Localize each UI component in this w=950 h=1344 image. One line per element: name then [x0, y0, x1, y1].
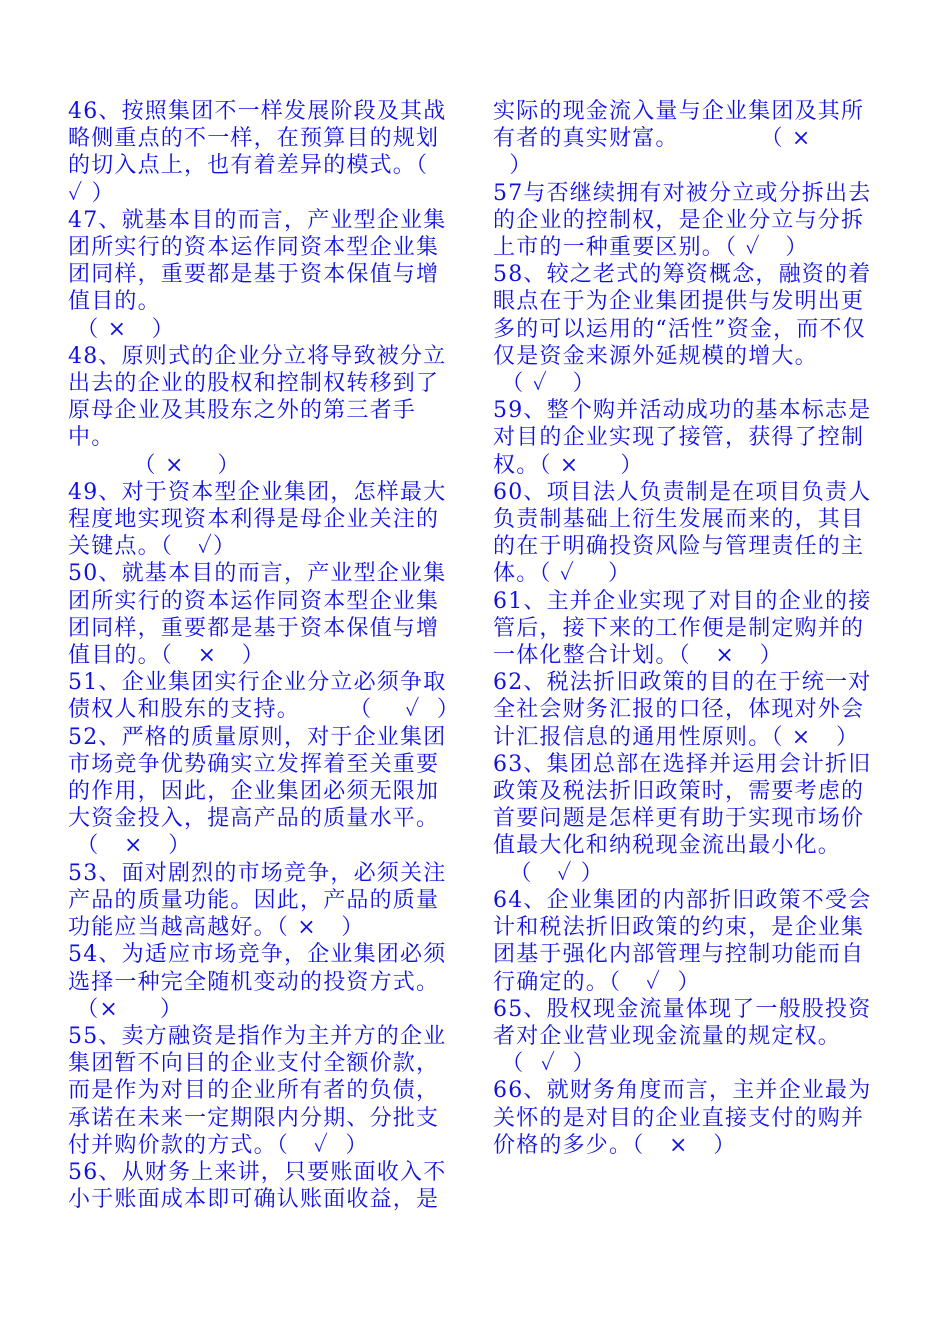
question-57: 57与否继续拥有对被分立或分拆出去的企业的控制权，是企业分立与分拆上市的一种重要区别。（ ✓ ）: [493, 180, 872, 261]
question-51: 51、企业集团实行企业分立必须争取债权人和股东的支持。 （ ✓ ）: [68, 670, 461, 723]
question-52: 52、严格的质量原则，对于企业集团市场竞争优势确实立发挥着至关重要的作用，因此，企业集团必须无限加大资金投入，提高产品的质量水平。: [68, 724, 447, 832]
answer-65: （ ✓ ）: [493, 1051, 596, 1077]
question-65: 65、股权现金流量体现了一般股投资者对企业营业现金流量的规定权。: [493, 996, 872, 1049]
question-59: 59、整个购并活动成功的基本标志是对目的企业实现了接管，获得了控制权。（ × ）: [493, 398, 872, 478]
question-61: 61、主并企业实现了对目的企业的接管后，接下来的工作便是制定购并的一体化整合计划。（ × ）: [493, 588, 872, 669]
question-48: 48、原则式的企业分立将导致被分立出去的企业的股权和控制权转移到了原母企业及其股东之外的第三者手中。: [68, 343, 447, 451]
answer-52: （ × ）: [68, 833, 192, 859]
question-66: 66、就财务角度而言，主并企业最为关怀的是对目的企业直接支付的购并价格的多少。（ × ）: [493, 1078, 872, 1158]
question-62: 62、税法折旧政策的目的在于统一对全社会财务汇报的口径，体现对外会计汇报信息的通用性原则。（ × ）: [493, 670, 872, 750]
answer-56: ）: [493, 153, 533, 179]
question-49: 49、对于资本型企业集团，怎样最大程度地实现资本利得是母企业关注的关键点。（ ✓）: [68, 479, 447, 560]
question-56-continued: 实际的现金流入量与企业集团及其所有者的真实财富。 （ ×: [493, 99, 865, 152]
question-53: 53、面对剧烈的市场竞争，必须关注产品的质量功能。因此，产品的质量功能应当越高越好。（ × ）: [68, 860, 447, 941]
question-60: 60、项目法人负责制是在项目负责人负责制基础上衍生发展而来的，其目的在于明确投资风险与管理责任的主体。（ ✓ ）: [493, 479, 872, 587]
answer-47: （ × ）: [68, 316, 176, 342]
question-46: 46、按照集团不一样发展阶段及其战略侧重点的不一样，在预算目的规划的切入点上，也有着差异的模式。（ ✓ ）: [68, 99, 447, 206]
answer-58: （ ✓ ）: [493, 371, 596, 397]
question-58: 58、较之老式的筹资概念，融资的着眼点在于为企业集团提供与发明出更多的可以运用的“活性”资金，而不仅仅是资金来源外延规模的增大。: [493, 262, 872, 369]
question-50: 50、就基本目的而言，产业型企业集团所实行的资本运作同资本型企业集团同样，重要都是基于资本保值与增值目的。（ × ）: [68, 561, 447, 669]
right-column: [493, 98, 878, 1159]
question-55: 55、卖方融资是指作为主并方的企业集团暂不向目的企业支付全额价款，而是作为对目的企业所有者的负债，承诺在未来一定期限内分期、分批支付并购价款的方式。（ ✓ ）: [68, 1023, 447, 1158]
question-63: 63、集团总部在选择并运用会计折旧政策及税法折旧政策时，需要考虑的首要问题是怎样更有助于实现市场价值最大化和纳税现金流出最小化。: [493, 751, 872, 859]
question-54: 54、为适应市场竞争，企业集团必须选择一种完全随机变动的投资方式。: [68, 942, 447, 995]
answer-54: （× ）: [68, 996, 184, 1022]
question-56: 56、从财务上来讲，只要账面收入不小于账面成本即可确认账面收益，是: [68, 1159, 447, 1213]
question-64: 64、企业集团的内部折旧政策不受会计和税法折旧政策的约束，是企业集团基于强化内部管理与控制功能而自行确定的。（ ✓ ）: [493, 887, 872, 995]
answer-63: （ ✓ ）: [493, 860, 604, 886]
answer-48: （ × ）: [68, 452, 241, 478]
question-47: 47、就基本目的而言，产业型企业集团所实行的资本运作同资本型企业集团同样，重要都是基于资本保值与增值目的。: [68, 207, 447, 315]
left-column: [68, 98, 461, 1213]
